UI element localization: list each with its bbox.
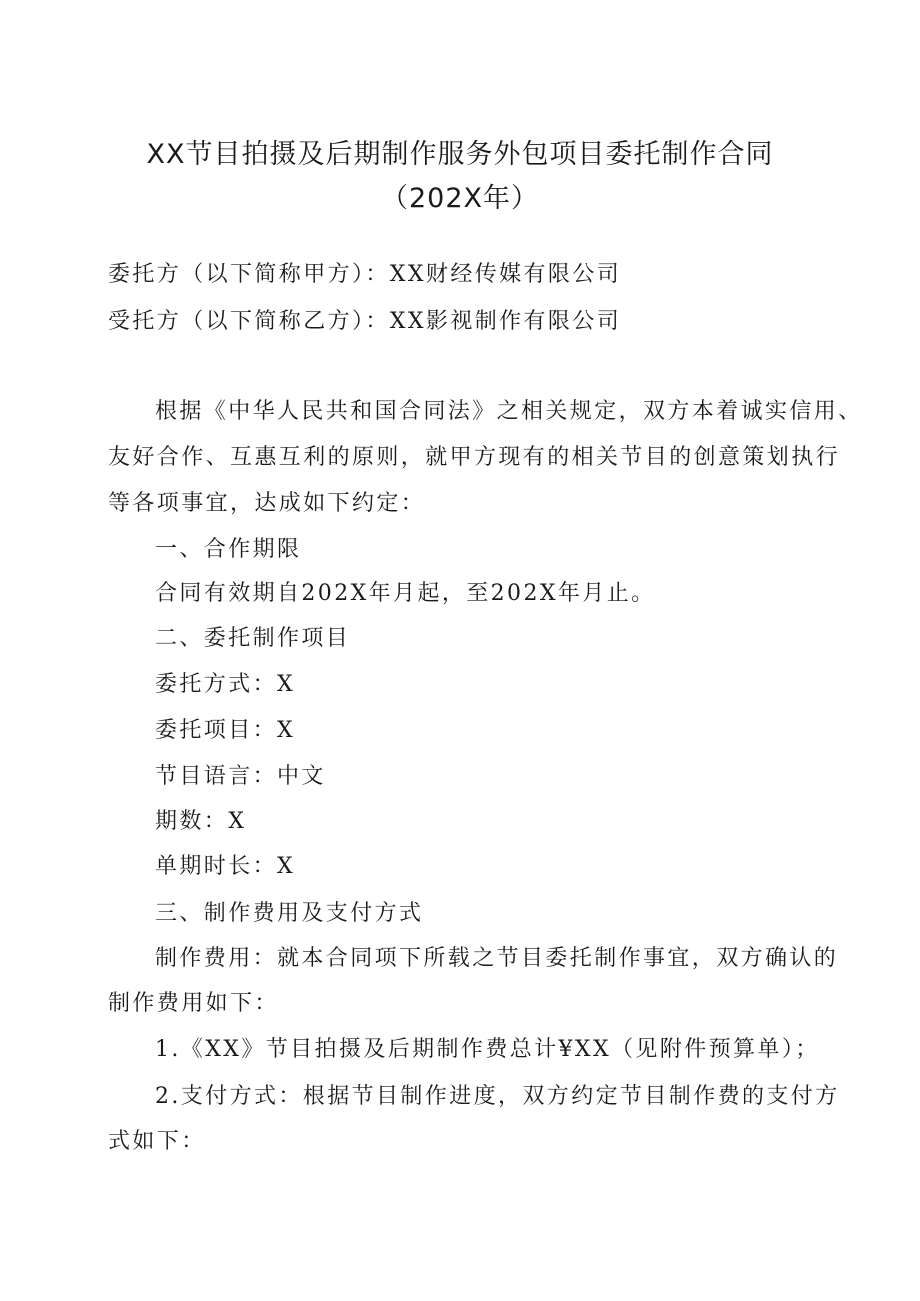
contractor-party-line: 受托方（以下简称乙方）：XX影视制作有限公司 [108, 309, 622, 334]
section-3-fee-line-2: 制作费用如下： [108, 991, 279, 1016]
preamble-line-1: 根据《中华人民共和国合同法》之相关规定，双方本着诚实信用、 [155, 399, 863, 424]
section-2-item-episodes: 期数：X [155, 809, 247, 834]
section-1-text: 合同有效期自202X年月起，至202X年月止。 [155, 581, 656, 606]
section-3-item-2-line-1: 2.支付方式：根据节目制作进度，双方约定节目制作费的支付方 [155, 1084, 840, 1109]
document-subtitle-year: （202X年） [380, 183, 540, 214]
section-2-item-language: 节目语言：中文 [155, 764, 326, 789]
section-3-item-1: 1.《XX》节目拍摄及后期制作费总计¥XX（见附件预算单）； [155, 1037, 820, 1062]
client-party-line: 委托方（以下简称甲方）：XX财经传媒有限公司 [108, 262, 622, 287]
document-title: XX节目拍摄及后期制作服务外包项目委托制作合同 [146, 139, 774, 170]
section-3-heading: 三、制作费用及支付方式 [155, 901, 424, 926]
section-2-heading: 二、委托制作项目 [155, 626, 351, 651]
preamble-line-2: 友好合作、互惠互利的原则，就甲方现有的相关节目的创意策划执行 [108, 445, 841, 470]
section-3-item-2-line-2: 式如下： [108, 1129, 206, 1154]
section-3-fee-line-1: 制作费用：就本合同项下所载之节目委托制作事宜，双方确认的 [155, 946, 839, 971]
section-2-item-entrust-project: 委托项目：X [155, 718, 296, 743]
section-2-item-entrust-method: 委托方式：X [155, 672, 296, 697]
section-1-heading: 一、合作期限 [155, 537, 302, 562]
section-2-item-episode-duration: 单期时长：X [155, 854, 296, 879]
preamble-line-3: 等各项事宜，达成如下约定： [108, 491, 426, 516]
